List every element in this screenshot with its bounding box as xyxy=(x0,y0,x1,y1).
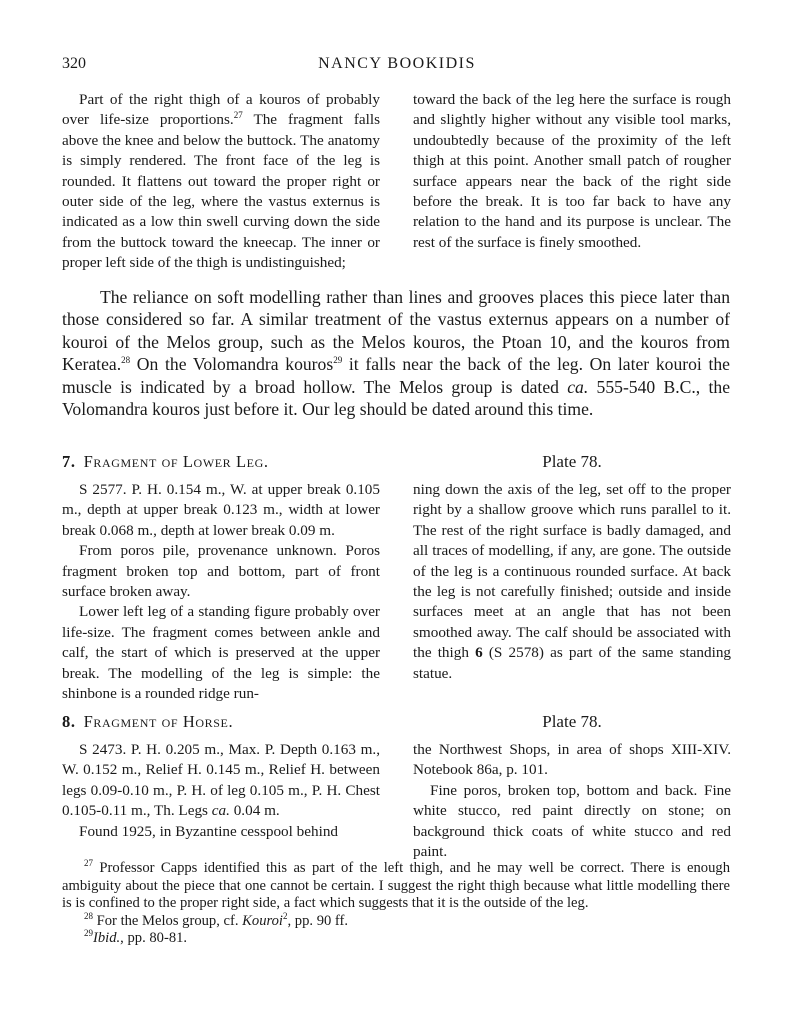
section-7-right-column xyxy=(413,480,731,684)
section-8-right-column xyxy=(413,740,731,862)
footnote-ref-27[interactable]: 27 xyxy=(233,110,243,121)
intro-left-column xyxy=(62,90,380,274)
section-7-description: Lower left leg of a standing figure probably over life-size. The fragment comes between ankle and calf, the start of which is preserved at the upper break. The modelling of the leg is simple: the shinbone is a rounded ridge run- xyxy=(62,603,380,703)
footnotes xyxy=(62,860,730,948)
page-header xyxy=(62,55,732,79)
footnote-ref-28[interactable]: 28 xyxy=(121,355,131,366)
running-title: NANCY BOOKIDIS xyxy=(318,55,476,72)
intro-left-paragraph: Part of the right thigh of a kouros of probably over life-size proportions.$^{27}$ The fragment falls above the knee and below the buttock. The anatomy is simply rendered. The front face of the leg is rounded. It flattens out toward the proper right or outer side of the leg, where the vastus externus is indicated as a low thin swell curving down the side from the buttock toward the kneecap. The inner or proper left side of the thigh is undistinguished; xyxy=(62,91,381,272)
intro-right-paragraph: toward the back of the leg here the surface is rough and slightly higher without any visible tool marks, undoubtedly because of the proximity of the left thigh at this point. Another small patch of rougher surface appears near the back of the right side before the break. It is too far back to have any relation to the hand and its purpose is unclear. The rest of the surface is finely smoothed. xyxy=(413,91,731,251)
section-7-heading: 7. Fragment of Lower Leg. xyxy=(62,452,269,471)
section-8-findspot-cont: the Northwest Shops, in area of shops XIII-XIV. Notebook 86a, p. 101. xyxy=(413,741,731,779)
section-8-heading: 8. Fragment of Horse. xyxy=(62,712,234,731)
footnote-28: $^{28}$ For the Melos group, cf. Kouroi$^2$, pp. 90 ff. xyxy=(84,910,349,929)
section-8-findspot: Found 1925, in Byzantine cesspool behind xyxy=(79,822,339,840)
section-7-left-column xyxy=(62,480,380,704)
section-8-description: Fine poros, broken top, bottom and back. Fine white stucco, red paint directly on stone; on background thick coats of white stucco and red paint. xyxy=(413,781,731,861)
section-8-left-column xyxy=(62,740,380,842)
section-8-measurements: S 2473. P. H. 0.205 m., Max. P. Depth 0.163 m., W. 0.152 m., Relief H. 0.145 m., Relief H. between legs 0.09-0.10 m., P. H. of leg 0.105 m., P. H. Chest 0.105-0.11 m., Th. Legs ca. 0.04 m. xyxy=(62,741,380,820)
section-7-description-cont: ning down the axis of the leg, set off to the proper right by a shallow groove which runs parallel to it. The rest of the right surface is badly damaged, and all traces of modelling, if any, are gone. The outside of the leg is a continuous rounded surface. At back the leg is not carefully finished; outside and inside surfaces meet at an angle that has not been smoothed away. The calf should be associated with the thigh 6 (S 2578) as part of the same standing statue. xyxy=(413,481,732,682)
section-7-measurements: S 2577. P. H. 0.154 m., W. at upper break 0.105 m., depth at upper break 0.123 m., width at lower break 0.068 m., depth at lower break 0.09 m. xyxy=(62,481,380,539)
main-paragraph: The reliance on soft modelling rather than lines and grooves places this piece later than those considered so far. A similar treatment of the vastus externus appears on a number of kouroi of the Melos group, such as the Melos kouros, the Ptoan 10, and the kouros from Keratea.$^{28}$ On the Volomandra kouros$^{29}$ it falls near the back of the leg. On later kouroi the muscle is indicated by a broad hollow. The Melos group is dated ca. 555-540 B.C., the Volomandra kouros just before it. Our leg should be dated around this time. xyxy=(62,287,730,420)
footnote-29: $^{29}$Ibid., pp. 80-81. xyxy=(84,928,188,947)
section-7-provenance: From poros pile, provenance unknown. Poros fragment broken top and bottom, part of front surface broken away. xyxy=(62,542,380,601)
section-8-plate-ref: Plate 78. xyxy=(542,712,602,731)
intro-right-column xyxy=(413,90,731,253)
footnote-27: $^{27}$ Professor Capps identified this as part of the left thigh, and he may well be correct. There is enough ambiguity about the piece that one cannot be certain. I suggest the right thigh because what little modelling there is is confined to the proper right side, a fact which suggests that it is the outside of the leg. xyxy=(62,858,730,912)
section-7-plate-ref: Plate 78. xyxy=(542,452,602,471)
footnote-ref-29[interactable]: 29 xyxy=(333,355,343,366)
page-number: 320 xyxy=(62,55,86,72)
